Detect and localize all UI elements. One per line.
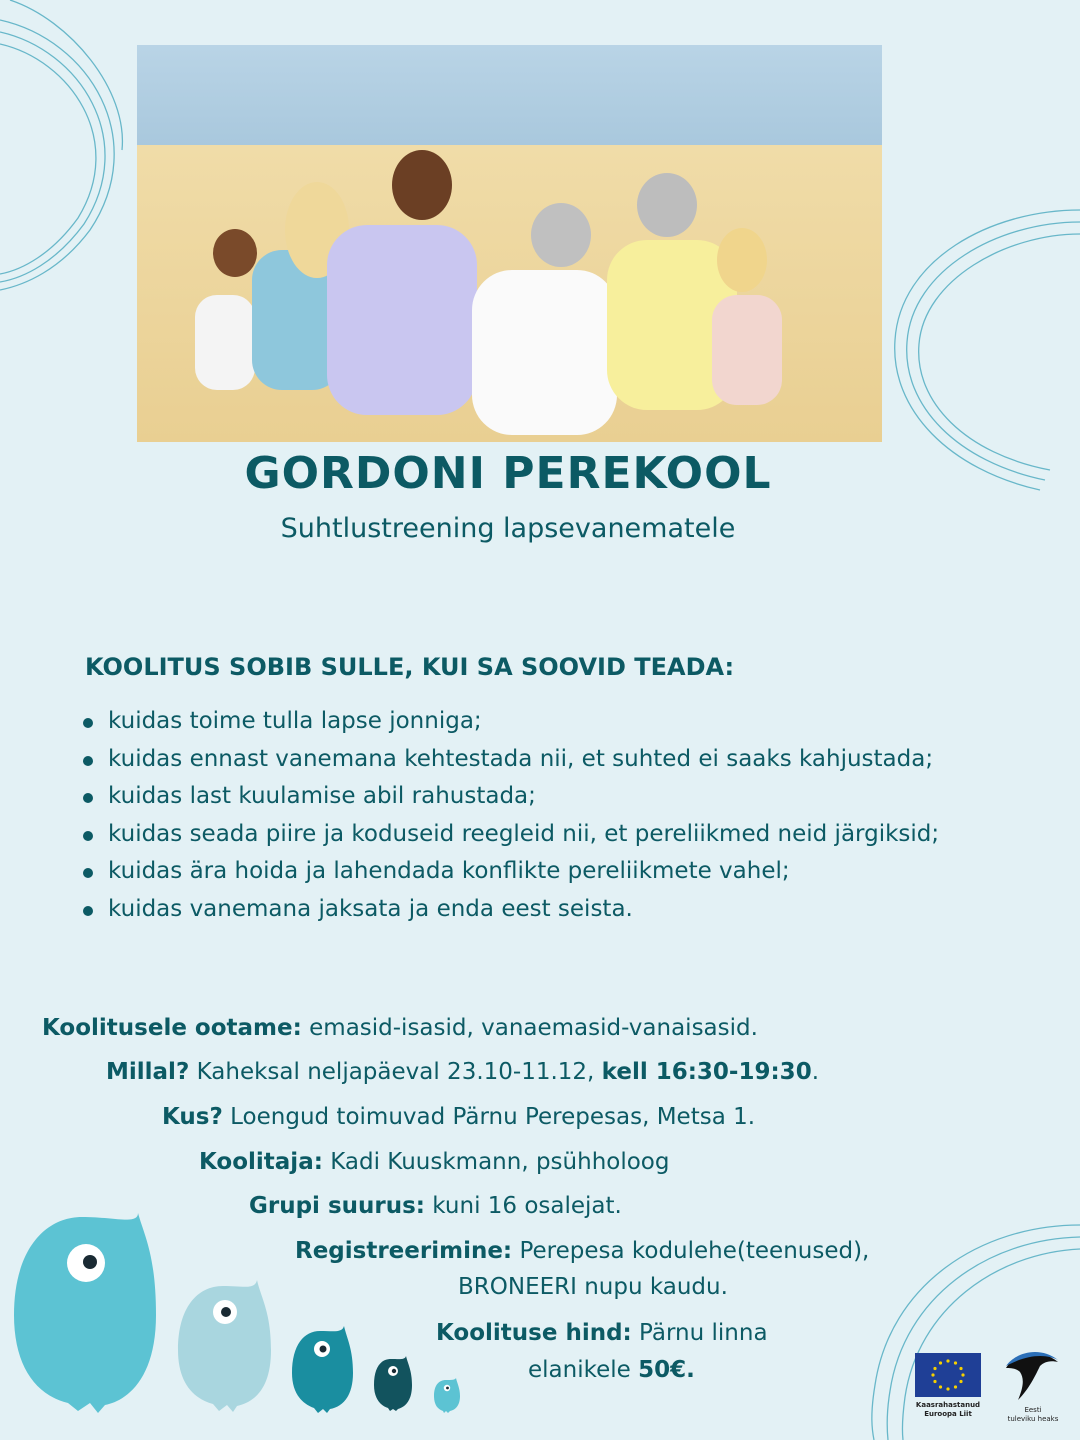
page-title: GORDONI PEREKOOL: [244, 448, 772, 499]
audience-value: emasid-isasid, vanaemasid-vanaisasid.: [301, 1015, 758, 1041]
registration-value: Perepesa kodulehe(teenused),: [512, 1238, 870, 1264]
bird-mascot-medium: [175, 1278, 275, 1413]
list-item: kuidas toime tulla lapse jonniga;: [80, 703, 1070, 741]
group-size-label: Grupi suurus:: [249, 1193, 425, 1219]
benefits-list: [80, 703, 1070, 928]
bird-mascot-tiny: [433, 1377, 461, 1413]
registration-label: Registreerimine:: [295, 1238, 513, 1264]
when-value: Kaheksal neljapäeval 23.10-11.12,: [189, 1059, 602, 1085]
group-size-value: kuni 16 osalejat.: [425, 1193, 622, 1219]
audience-label: Koolitusele ootame:: [42, 1015, 302, 1041]
eu-flag-icon: [915, 1353, 981, 1397]
price-amount: 50€.: [638, 1357, 695, 1383]
estonia-logo-line-1: Eesti: [1024, 1406, 1042, 1414]
decorative-swirl-top-left: [0, 0, 140, 310]
price-value: Pärnu linna: [631, 1320, 768, 1346]
registration-line: [295, 1238, 869, 1264]
when-end: .: [811, 1059, 820, 1085]
section-heading: KOOLITUS SOBIB SULLE, KUI SA SOOVID TEADA:: [85, 653, 735, 681]
where-value: Loengud toimuvad Pärnu Perepesas, Metsa 1.: [222, 1104, 756, 1130]
eu-logo: [915, 1353, 981, 1419]
audience-line: [42, 1015, 758, 1041]
list-item: kuidas seada piire ja koduseid reegleid nii, et pereliikmed neid järgiksid;: [80, 816, 1070, 854]
when-time: kell 16:30-19:30: [601, 1059, 812, 1085]
group-size-line: [249, 1193, 622, 1219]
when-label: Millal?: [106, 1059, 190, 1085]
registration-line-2: BRONEERI nupu kaudu.: [458, 1274, 728, 1300]
list-item: kuidas ennast vanemana kehtestada nii, et suhted ei saaks kahjustada;: [80, 741, 1070, 779]
estonia-logo: [1000, 1348, 1066, 1424]
trainer-label: Koolitaja:: [199, 1149, 323, 1175]
price-line: [436, 1320, 768, 1346]
price-line-2-text: elanikele: [528, 1357, 639, 1383]
eu-logo-line-2: Euroopa Liit: [924, 1410, 972, 1418]
where-line: [162, 1104, 755, 1130]
family-beach-photo: [137, 45, 882, 442]
estonia-logo-line-2: tuleviku heaks: [1007, 1415, 1059, 1423]
where-label: Kus?: [162, 1104, 223, 1130]
list-item: kuidas vanemana jaksata ja enda eest seista.: [80, 891, 1070, 929]
bird-mascot-large: [10, 1205, 160, 1415]
trainer-line: [199, 1149, 669, 1175]
bird-mascot-small: [290, 1325, 355, 1413]
bird-mascot-smaller: [372, 1355, 414, 1411]
page-subtitle: Suhtlustreening lapsevanematele: [280, 513, 736, 544]
price-label: Koolituse hind:: [436, 1320, 632, 1346]
price-line-2: [528, 1357, 695, 1383]
list-item: kuidas last kuulamise abil rahustada;: [80, 778, 1070, 816]
eu-logo-line-1: Kaasrahastanud: [915, 1401, 981, 1409]
list-item: kuidas ära hoida ja lahendada konflikte pereliikmete vahel;: [80, 853, 1070, 891]
trainer-value: Kadi Kuuskmann, psühholoog: [322, 1149, 670, 1175]
when-line: [106, 1059, 819, 1085]
estonia-swallow-icon: [1000, 1348, 1066, 1402]
